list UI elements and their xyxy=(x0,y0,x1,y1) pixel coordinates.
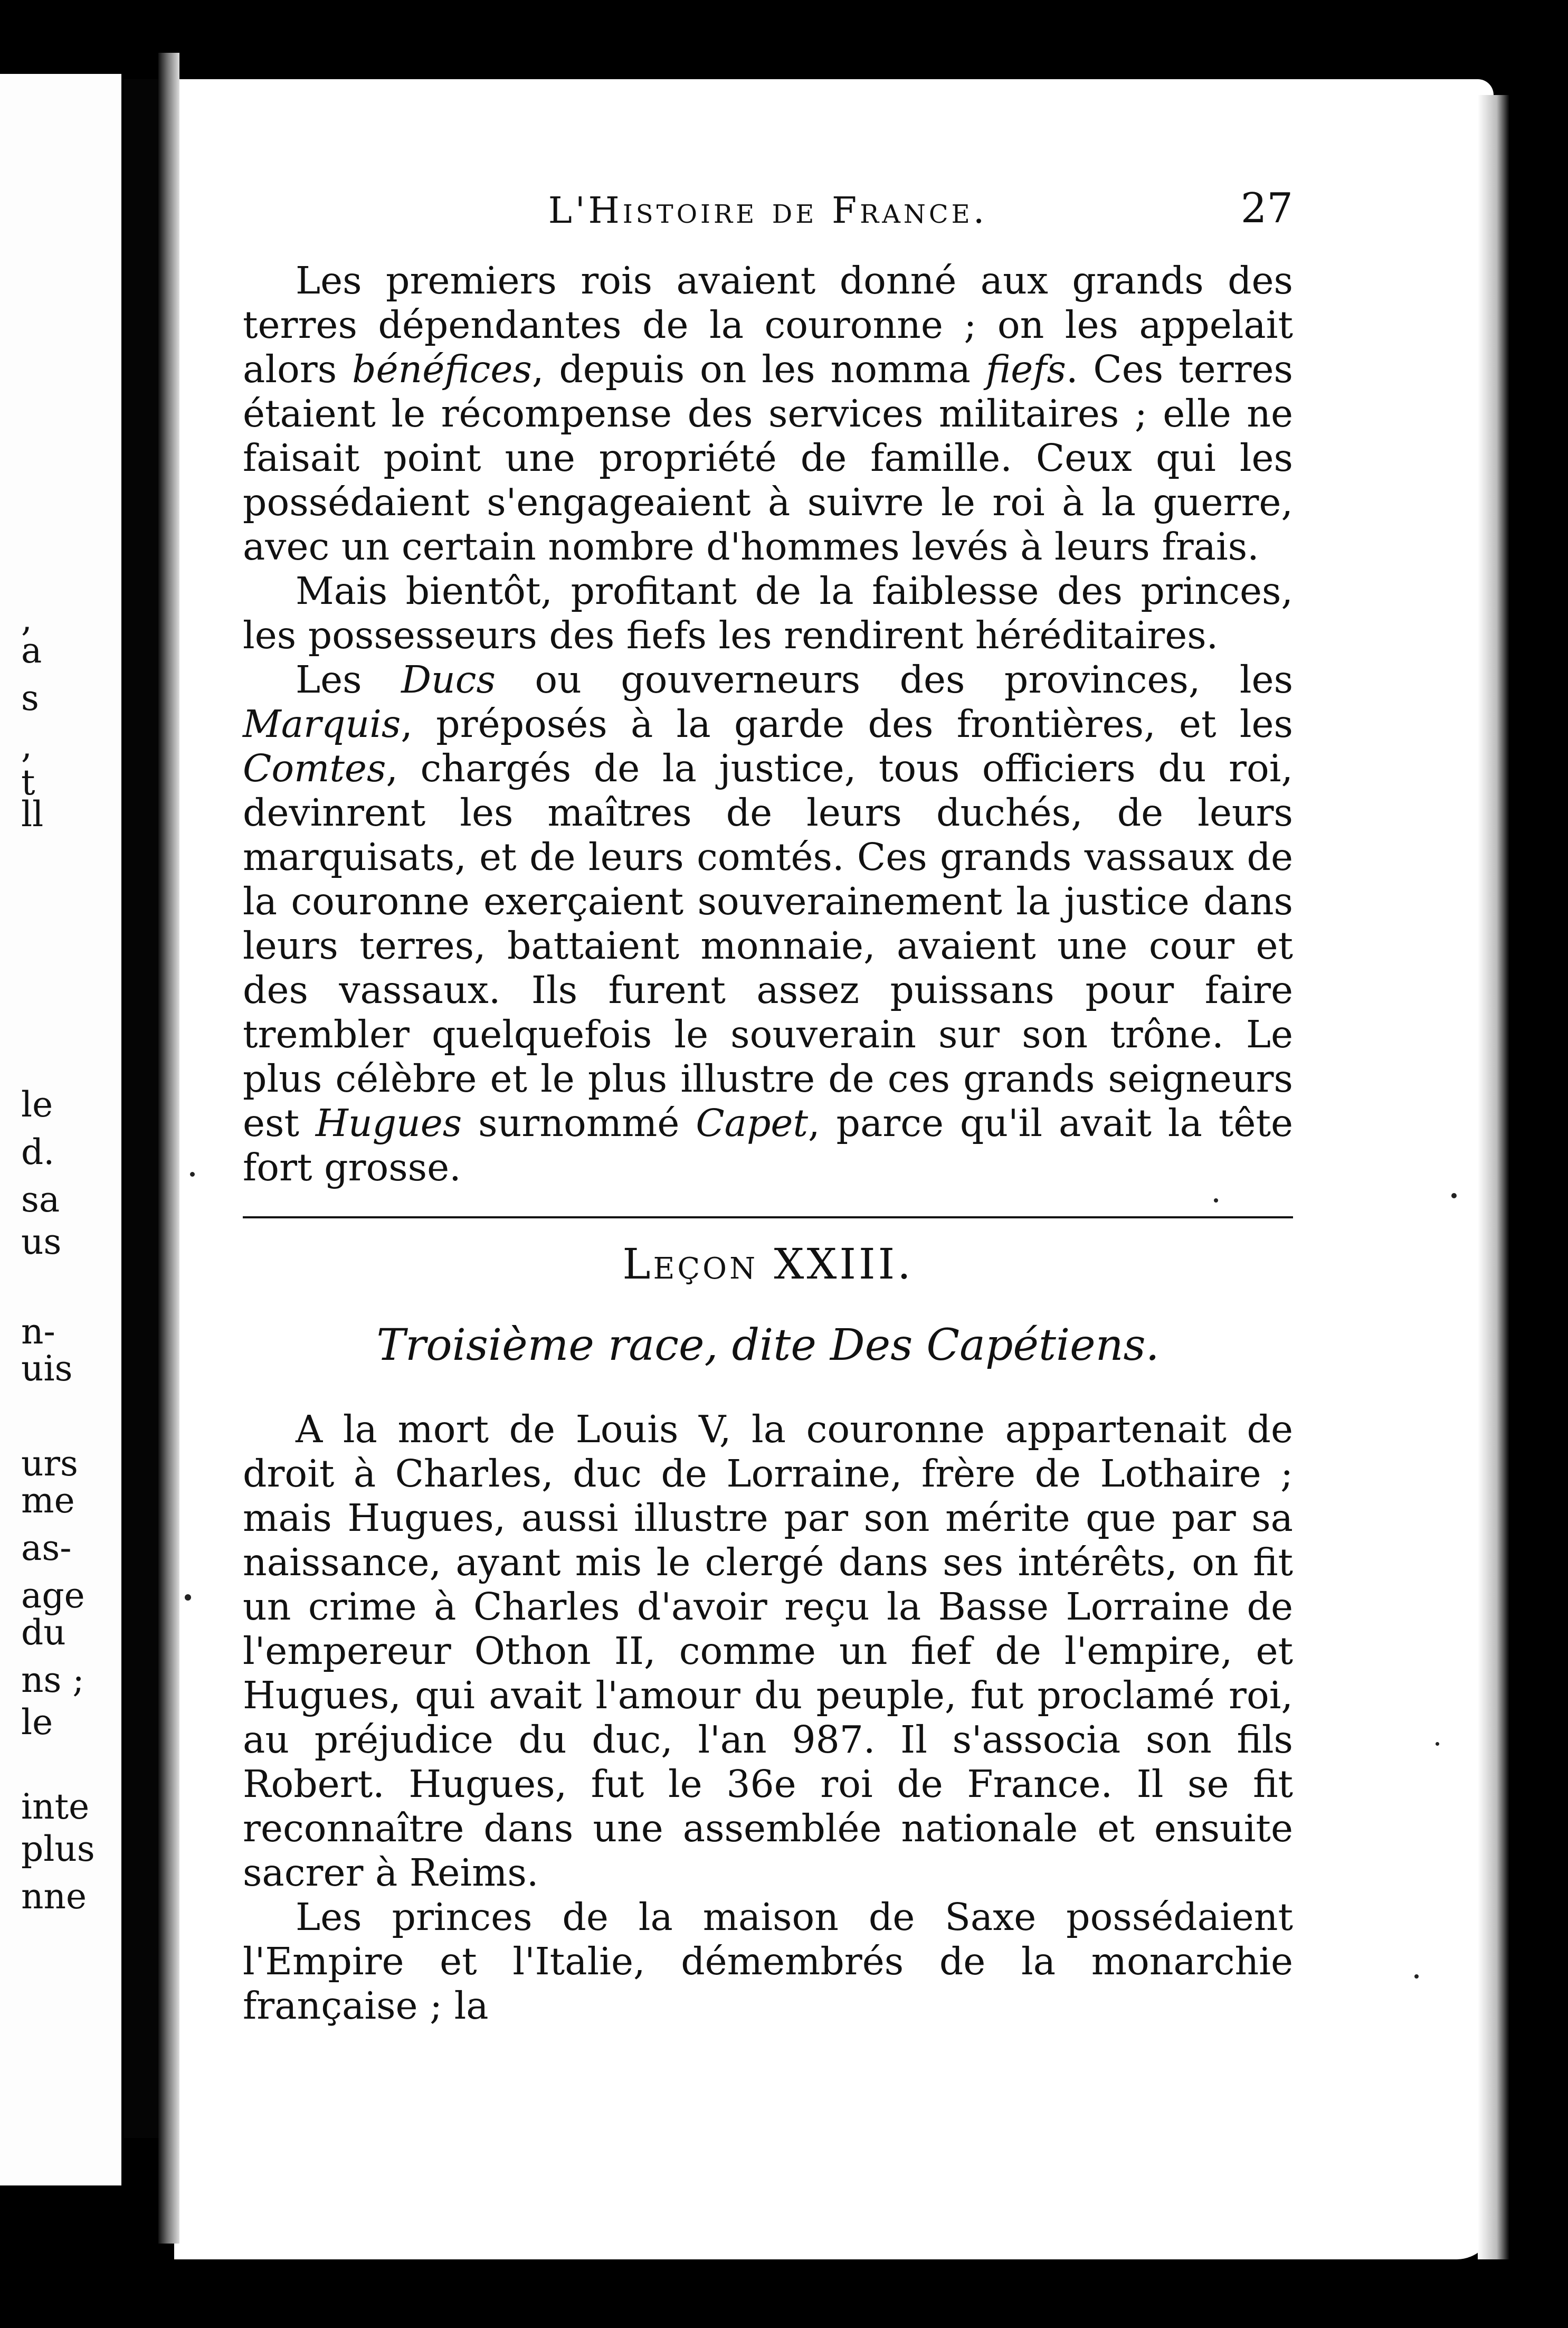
italic-term: Capet xyxy=(696,1101,808,1145)
paragraph xyxy=(243,1895,1293,2028)
facing-page-fragment: le xyxy=(21,1702,53,1743)
italic-term: fiefs xyxy=(985,347,1066,391)
facing-page-edge xyxy=(0,0,135,2328)
facing-page-fragment: d. xyxy=(21,1132,55,1172)
facing-page-fragment: s xyxy=(21,678,39,718)
facing-page-fragment: us xyxy=(21,1222,62,1262)
paragraph xyxy=(243,1407,1293,1895)
ink-speck xyxy=(185,1594,191,1601)
facing-page-fragment: uis xyxy=(21,1348,73,1389)
italic-term: Ducs xyxy=(401,658,496,702)
body-paragraphs xyxy=(243,259,1293,1190)
ink-speck xyxy=(1214,1198,1218,1203)
text-run: Mais bientôt, profitant de la faiblesse des princes, les possesseurs des fiefs les rendirent héréditaires. xyxy=(243,569,1293,657)
ink-speck xyxy=(1414,1974,1419,1979)
text-run: , préposés à la garde des frontières, et les xyxy=(401,702,1293,746)
text-run: ou gouverneurs des provinces, les xyxy=(495,658,1294,702)
paragraph xyxy=(243,569,1293,658)
section-rule xyxy=(243,1216,1293,1218)
facing-page-fragment: sa xyxy=(21,1179,60,1220)
italic-term: bénéfices xyxy=(352,347,532,391)
ink-speck xyxy=(190,1172,195,1177)
text-run: Les xyxy=(296,658,402,702)
lesson-paragraphs xyxy=(243,1407,1293,2028)
facing-page-fragment: du xyxy=(21,1612,66,1653)
text-run: . Ces terres étaient le récompense des services militaires ; elle ne faisait point une propriété de famille. Ceux qui les possédaient s'engageaient à suivre le roi à la guerre, avec un certain nombre d'hommes levés à leurs frais. xyxy=(243,347,1293,569)
facing-page-fragment: n- xyxy=(21,1311,55,1352)
text-run: , parce qu'il avait la tête fort grosse. xyxy=(243,1101,1293,1189)
page-right-edge xyxy=(1478,95,1509,2259)
binding-edge xyxy=(158,53,179,2244)
text-run: , chargés de la justice, tous officiers du roi, devinrent les maîtres de leurs duchés, de leurs marquisats, et de leurs comtés. Ces grands vassaux de la couronne exerçaient souverainement la justice dans leurs terres, battaient monnaie, avaient une cour et des vassaux. Ils furent assez puissans pour faire trembler quelquefois le souverain sur son trône. Le plus célèbre et le plus illustre de ces grands seigneurs est xyxy=(243,746,1293,1145)
text-run: surnommé xyxy=(462,1101,696,1145)
facing-page-fragment: a xyxy=(21,630,42,671)
page-text-block xyxy=(243,185,1294,2028)
facing-page-fragment: t xyxy=(21,762,35,803)
facing-page-fragment: nne xyxy=(21,1876,87,1917)
text-run: A la mort de Louis V, la couronne appartenait de droit à Charles, duc de Lorraine, frère de Lothaire ; mais Hugues, aussi illustre par son mérite que par sa naissance, ayant mis le clergé dans ses intérêts, on fit un crime à Charles d'avoir reçu la Basse Lorraine de l'empereur Othon II, comme un fief de l'empire, et Hugues, qui avait l'amour du peuple, fut proclamé roi, au préjudice du duc, l'an 987. Il s'associa son fils Robert. Hugues, fut le 36e roi de France. Il se fit reconnaître dans une assemblée nationale et ensuite sacrer à Reims. xyxy=(243,1407,1293,1895)
text-run: , depuis on les nomma xyxy=(531,347,986,391)
facing-page-fragment: le xyxy=(21,1084,53,1125)
facing-page-fragment: age xyxy=(21,1575,85,1616)
facing-page-fragment: urs xyxy=(21,1443,78,1484)
ink-speck xyxy=(1451,1193,1457,1198)
running-head-title: L'Histoire de France. xyxy=(548,190,988,232)
lesson-subtitle: Troisième race, dite Des Capétiens. xyxy=(376,1320,1160,1370)
text-run: Les premiers rois avaient donné aux grands des terres dépendantes de la couronne ; on les appelait alors xyxy=(243,259,1293,391)
facing-page-fragment: inte xyxy=(21,1786,90,1827)
paragraph xyxy=(243,259,1293,569)
facing-page-fragment: ns ; xyxy=(21,1660,84,1700)
facing-page-fragment: me xyxy=(21,1480,75,1521)
page-number: 27 xyxy=(1240,185,1293,232)
italic-term: Marquis xyxy=(243,702,401,746)
italic-term: Hugues xyxy=(315,1101,462,1145)
ink-speck xyxy=(1436,1742,1439,1746)
facing-page-fragment: , xyxy=(21,599,32,639)
facing-page-fragment: as- xyxy=(21,1528,72,1568)
italic-term: Comtes xyxy=(243,746,386,790)
lesson-title: Leçon XXIII. xyxy=(622,1239,914,1289)
facing-page-fragment: plus xyxy=(21,1829,95,1869)
binding-shadow xyxy=(124,79,161,2138)
facing-page-fragment: , xyxy=(21,725,32,766)
running-head xyxy=(243,185,1293,238)
text-run: Les princes de la maison de Saxe possédaient l'Empire et l'Italie, démembrés de la monarchie française ; la xyxy=(243,1895,1293,2028)
paragraph xyxy=(243,658,1293,1190)
facing-page-fragment: ll xyxy=(21,794,44,835)
